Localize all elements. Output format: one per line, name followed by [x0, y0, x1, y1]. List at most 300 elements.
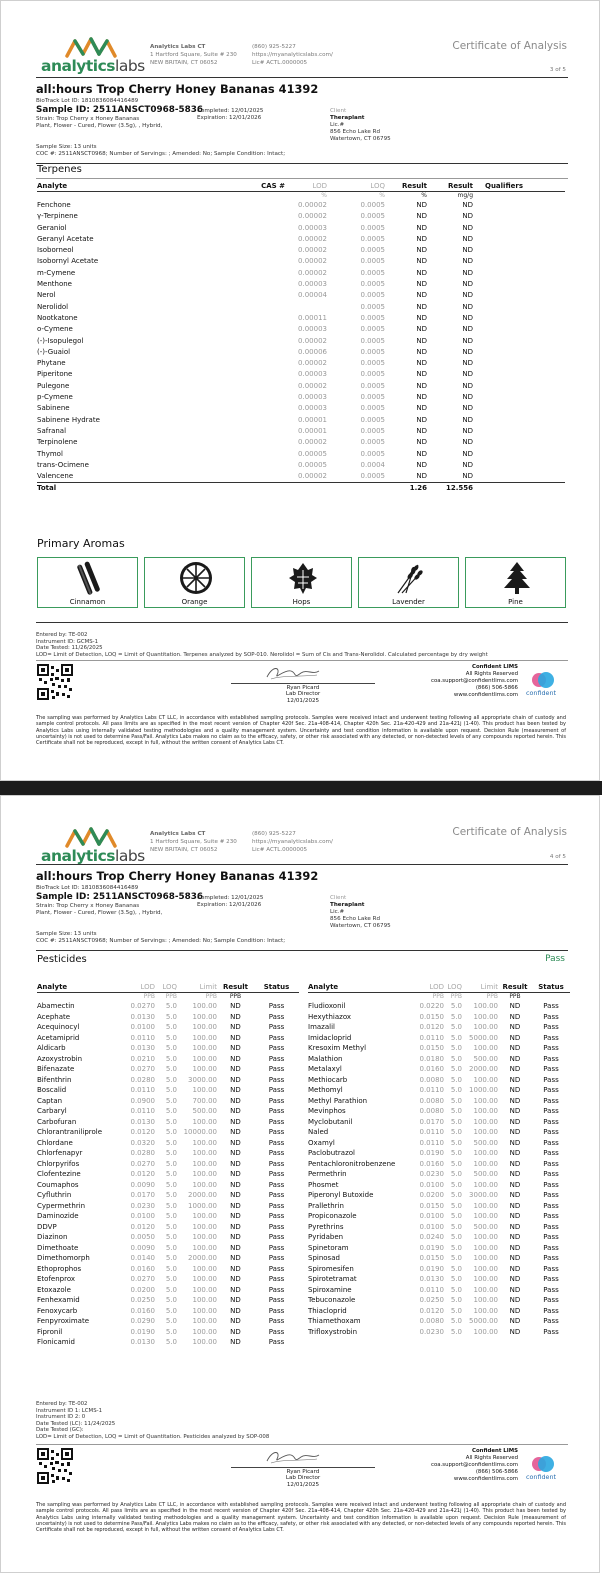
pesticide-result: ND — [509, 1180, 521, 1189]
lims-email[interactable]: coa.support@confidentlims.com — [431, 1462, 518, 1468]
lims-rights: All Rights Reserved — [465, 1455, 518, 1461]
pesticide-status: Pass — [543, 1201, 559, 1210]
lod-legend: LOD= Limit of Detection, LOQ = Limit of Quantitation. Pesticides analyzed by SOP-008 — [36, 1433, 270, 1440]
terpene-loq: 0.0005 — [360, 246, 385, 255]
pesticide-result: ND — [230, 1243, 241, 1252]
completed-date: Completed: 12/01/2025 — [197, 895, 264, 901]
pesticide-lod: 0.0230 — [419, 1327, 444, 1336]
pesticide-limit: 100.00 — [473, 1212, 498, 1220]
pesticide-limit: 100.00 — [192, 1212, 217, 1220]
pesticide-analyte: Kresoxim Methyl — [308, 1044, 367, 1052]
pesticide-analyte: Methomyl — [308, 1086, 343, 1094]
terpene-result-mgg: ND — [462, 280, 473, 289]
pesticide-loq: 5.0 — [450, 1327, 462, 1336]
terpene-analyte: Sabinene Hydrate — [37, 415, 100, 424]
pesticide-status: Pass — [268, 1138, 285, 1147]
pesticide-loq: 5.0 — [165, 1212, 177, 1220]
pesticide-limit: 100.00 — [192, 1243, 217, 1252]
aroma-card — [37, 557, 138, 608]
pesticide-row — [37, 1201, 299, 1212]
client-address1: 856 Echo Lake Rd — [330, 128, 381, 135]
pesticide-row — [37, 1127, 299, 1138]
lab-website[interactable]: https://myanalyticslabs.com/ — [252, 52, 333, 58]
pesticide-loq: 5.0 — [450, 1159, 462, 1168]
pesticide-limit: 100.00 — [473, 1012, 498, 1021]
pesticide-lod: 0.0190 — [419, 1264, 444, 1273]
pesticide-status: Pass — [543, 1254, 559, 1262]
terpene-qualifiers — [473, 268, 565, 279]
lab-phone: (860) 925-5227 — [252, 831, 296, 837]
aroma-name: Pine — [508, 598, 523, 606]
pesticide-status: Pass — [543, 1044, 559, 1052]
pesticide-analyte: Propiconazole — [308, 1212, 357, 1220]
pine-icon — [499, 561, 535, 595]
terpene-result-mgg: ND — [462, 336, 473, 345]
aroma-name: Lavender — [392, 598, 425, 606]
pesticide-loq: 5.0 — [450, 1222, 462, 1231]
pesticide-analyte: Fenhexamid — [37, 1296, 80, 1304]
terpene-result-pct: ND — [416, 223, 427, 232]
terpene-loq: 0.0005 — [360, 449, 385, 458]
terpene-qualifiers — [473, 302, 565, 313]
pesticide-result: ND — [509, 1222, 521, 1231]
pesticide-analyte: Fludioxonil — [308, 1002, 346, 1010]
terpene-result-mgg: ND — [462, 223, 473, 232]
pesticide-status: Pass — [268, 1201, 285, 1210]
test-info — [36, 1401, 269, 1440]
pesticide-loq: 5.0 — [165, 1180, 177, 1189]
pesticide-row — [308, 1316, 570, 1327]
pesticide-lod: 0.0170 — [130, 1191, 155, 1199]
pesticide-limit: 700.00 — [192, 1096, 217, 1105]
lims-block — [401, 1448, 518, 1483]
pesticide-status: Pass — [543, 1054, 559, 1063]
pesticide-analyte: Spiromesifen — [308, 1264, 354, 1273]
pesticide-loq: 5.0 — [165, 1254, 177, 1262]
pesticide-limit: 2000.00 — [469, 1065, 498, 1073]
pesticide-status: Pass — [268, 1149, 285, 1157]
terpene-analyte: Terpinolene — [37, 438, 78, 447]
pesticide-status: Pass — [268, 1254, 285, 1262]
pesticide-result: ND — [230, 1338, 241, 1346]
lab-contact-block — [252, 43, 333, 67]
terpene-analyte: o-Cymene — [37, 325, 73, 334]
terpene-result-pct: ND — [416, 359, 427, 368]
lab-address-line1: 1 Hartford Square, Suite # 230 — [150, 52, 237, 58]
terpene-row — [37, 234, 565, 245]
pesticide-limit: 1000.00 — [188, 1201, 217, 1210]
pesticide-result: ND — [230, 1075, 241, 1084]
pesticide-result: ND — [509, 1002, 521, 1010]
pesticide-limit: 2000.00 — [188, 1254, 217, 1262]
terpene-cas — [227, 336, 285, 347]
terpene-analyte: Thymol — [37, 449, 63, 458]
terpene-result-pct: ND — [416, 280, 427, 289]
pesticide-loq: 5.0 — [165, 1075, 177, 1084]
pesticide-analyte: Acetamiprid — [37, 1033, 80, 1042]
terpene-qualifiers — [473, 234, 565, 245]
pesticide-row — [37, 1106, 299, 1117]
pesticide-result: ND — [230, 1065, 241, 1073]
pesticide-row — [37, 1337, 299, 1348]
aromas-title: Primary Aromas — [37, 537, 125, 550]
terpene-cas — [227, 234, 285, 245]
terpene-analyte: trans-Ocimene — [37, 460, 89, 469]
pesticide-result: ND — [230, 1233, 241, 1241]
unit-result-mgg: mg/g — [457, 192, 473, 199]
qr-code-icon[interactable] — [37, 1448, 73, 1484]
pesticides-section-title: Pesticides — [37, 954, 87, 965]
pesticide-analyte: Spiroxamine — [308, 1285, 352, 1294]
client-label: Client — [330, 108, 347, 114]
terpene-qualifiers — [473, 392, 565, 403]
pesticide-loq: 5.0 — [165, 1317, 177, 1325]
pesticide-status: Pass — [543, 1138, 559, 1147]
logo-text-sub: labs — [115, 57, 145, 75]
pesticide-result: ND — [509, 1317, 521, 1325]
terpene-analyte: Nootkatone — [37, 313, 78, 322]
pesticide-status: Pass — [543, 1012, 559, 1021]
terpenes-title-divider — [36, 178, 568, 179]
pesticide-result: ND — [509, 1065, 521, 1073]
pesticide-status: Pass — [268, 1044, 285, 1052]
terpene-lod: 0.00002 — [298, 246, 327, 255]
pesticide-limit: 100.00 — [473, 1243, 498, 1252]
pesticide-row — [37, 1075, 299, 1086]
col-analyte: Analyte — [308, 983, 412, 993]
pesticide-limit: 100.00 — [473, 1149, 498, 1157]
pesticide-loq: 5.0 — [450, 1086, 462, 1094]
pesticide-loq: 5.0 — [165, 1033, 177, 1042]
pesticide-result: ND — [509, 1075, 521, 1084]
terpene-result-pct: ND — [416, 438, 427, 447]
pesticide-limit: 100.00 — [473, 1275, 498, 1283]
terpene-row — [37, 471, 565, 483]
terpene-result-pct: ND — [416, 291, 427, 300]
pesticide-lod: 0.0270 — [130, 1065, 155, 1073]
pesticide-result: ND — [509, 1243, 521, 1252]
pesticide-row — [37, 1054, 299, 1065]
unit-lod: % — [321, 192, 327, 199]
lab-name: Analytics Labs CT — [150, 831, 206, 837]
pesticide-row — [37, 1138, 299, 1149]
lims-web[interactable]: www.confidentlims.com — [453, 1476, 518, 1482]
terpenes-table — [37, 182, 565, 495]
signature-icon — [263, 663, 323, 683]
pesticide-analyte: Bifenazate — [37, 1065, 75, 1073]
header-divider — [36, 864, 568, 865]
pesticide-loq: 5.0 — [450, 1191, 462, 1199]
pesticide-limit: 100.00 — [192, 1222, 217, 1231]
pesticide-lod: 0.0270 — [130, 1159, 155, 1168]
client-label: Client — [330, 895, 347, 901]
pesticide-row — [308, 1285, 570, 1296]
pesticide-status: Pass — [543, 1233, 559, 1241]
terpene-result-pct: ND — [416, 460, 427, 469]
pesticide-result: ND — [230, 1086, 241, 1094]
lims-block — [401, 664, 518, 699]
terpene-row — [37, 460, 565, 471]
pesticide-loq: 5.0 — [165, 1338, 177, 1346]
unit-result-pct: % — [421, 192, 427, 199]
pesticide-loq: 5.0 — [450, 1233, 462, 1241]
terpene-row — [37, 290, 565, 301]
col-analyte: Analyte — [37, 983, 121, 993]
lims-email[interactable]: coa.support@confidentlims.com — [431, 678, 518, 684]
pesticide-result: ND — [230, 1180, 241, 1189]
expiration-date: Expiration: 12/01/2026 — [197, 114, 262, 121]
pesticide-lod: 0.0100 — [130, 1212, 155, 1220]
footer-divider — [36, 1444, 568, 1445]
pesticide-loq: 5.0 — [165, 1285, 177, 1294]
pesticide-row — [37, 1327, 299, 1338]
terpene-qualifiers — [473, 290, 565, 301]
terpene-cas — [227, 245, 285, 256]
lims-web[interactable]: www.confidentlims.com — [453, 692, 518, 698]
pesticide-result: ND — [230, 1317, 241, 1325]
terpene-lod: 0.00003 — [298, 393, 327, 402]
lab-address-line2: NEW BRITAIN, CT 06052 — [150, 60, 218, 66]
terpene-qualifiers — [473, 200, 565, 211]
pesticide-analyte: Aldicarb — [37, 1044, 66, 1052]
terpene-analyte: Piperitone — [37, 370, 73, 379]
pesticide-result: ND — [509, 1149, 521, 1157]
terpene-result-pct: ND — [416, 370, 427, 379]
terpene-lod: 0.00003 — [298, 404, 327, 413]
pesticide-lod: 0.0110 — [130, 1107, 155, 1115]
pesticide-status: Pass — [543, 1243, 559, 1252]
pesticide-lod: 0.0130 — [130, 1338, 155, 1346]
pesticide-result: ND — [509, 1306, 521, 1315]
pesticide-status: Pass — [543, 1075, 559, 1084]
terpene-qualifiers — [473, 336, 565, 347]
pesticide-result: ND — [230, 1002, 241, 1010]
pesticide-limit: 500.00 — [473, 1054, 498, 1063]
pesticide-analyte: Fipronil — [37, 1327, 63, 1336]
pesticide-result: ND — [230, 1149, 241, 1157]
terpene-cas — [227, 324, 285, 335]
pesticide-limit: 1000.00 — [469, 1086, 498, 1094]
pesticide-loq: 5.0 — [165, 1044, 177, 1052]
terpene-lod: 0.00002 — [298, 212, 327, 221]
terpene-row — [37, 324, 565, 335]
pesticide-result: ND — [509, 1012, 521, 1021]
pesticide-result: ND — [230, 1327, 241, 1336]
pesticide-loq: 5.0 — [450, 1317, 462, 1325]
biotrack-id: BioTrack Lot ID: 1810836084416489 — [36, 885, 139, 891]
pesticide-lod: 0.0080 — [419, 1075, 444, 1084]
terpene-qualifiers — [473, 471, 565, 483]
logo-text-sub: labs — [115, 847, 145, 865]
product-details — [36, 116, 162, 130]
pesticide-analyte: Paclobutrazol — [308, 1149, 355, 1157]
terpene-row — [37, 200, 565, 211]
signature-line — [231, 1467, 375, 1468]
pesticide-result: ND — [230, 1054, 241, 1063]
pesticide-status: Pass — [268, 1033, 285, 1042]
pesticide-lod: 0.0270 — [130, 1002, 155, 1010]
terpene-total-pct: 1.26 — [385, 483, 427, 495]
terpene-loq: 0.0005 — [360, 393, 385, 402]
terpene-loq: 0.0005 — [360, 280, 385, 289]
pesticide-status: Pass — [268, 1285, 285, 1294]
terpene-loq: 0.0005 — [360, 212, 385, 221]
pesticides-table-left — [37, 983, 299, 1348]
pesticide-status: Pass — [543, 1002, 559, 1010]
pesticide-status: Pass — [543, 1180, 559, 1189]
pesticide-row — [308, 1274, 570, 1285]
terpene-result-mgg: ND — [462, 212, 473, 221]
client-license: Lic.# — [330, 121, 345, 128]
pesticide-analyte: Diazinon — [37, 1233, 68, 1241]
pesticide-lod: 0.0230 — [419, 1170, 444, 1178]
pesticide-limit: 100.00 — [192, 1117, 217, 1126]
pesticide-lod: 0.0150 — [419, 1044, 444, 1052]
aroma-card — [465, 557, 566, 608]
pesticide-status: Pass — [543, 1086, 559, 1094]
pesticide-analyte: Methiocarb — [308, 1075, 348, 1084]
lab-address-block — [150, 43, 237, 67]
client-license: Lic.# — [330, 908, 345, 915]
pesticide-analyte: Thiacloprid — [308, 1306, 347, 1315]
pesticide-lod: 0.0130 — [130, 1012, 155, 1021]
strain: Strain: Trop Cherry x Honey Bananas — [36, 903, 140, 909]
terpene-lod: 0.00002 — [298, 257, 327, 266]
pesticide-loq: 5.0 — [450, 1012, 462, 1021]
terpene-analyte: Isoborneol — [37, 246, 74, 255]
footer-divider — [36, 660, 568, 661]
pesticide-lod: 0.0110 — [419, 1033, 444, 1042]
pesticide-row — [37, 1064, 299, 1075]
pesticide-loq: 5.0 — [165, 1128, 177, 1136]
pesticide-loq: 5.0 — [450, 1117, 462, 1126]
pesticide-limit: 100.00 — [473, 1201, 498, 1210]
terpene-analyte: p-Cymene — [37, 393, 73, 402]
terpene-lod: 0.00005 — [298, 460, 327, 469]
terpene-qualifiers — [473, 313, 565, 324]
pesticides-units-row — [308, 993, 570, 1002]
pesticide-lod: 0.0120 — [130, 1128, 155, 1136]
terpene-row — [37, 347, 565, 358]
terpene-loq: 0.0005 — [360, 370, 385, 379]
terpene-qualifiers — [473, 415, 565, 426]
pesticide-result: ND — [509, 1159, 521, 1168]
terpene-analyte: Geranyl Acetate — [37, 234, 94, 243]
lims-phone: (866) 506-5866 — [475, 685, 518, 691]
pesticide-loq: 5.0 — [450, 1254, 462, 1262]
pesticide-analyte: Daminozide — [37, 1212, 79, 1220]
qr-code-icon[interactable] — [37, 664, 73, 700]
lab-logo — [41, 36, 145, 78]
biotrack-id: BioTrack Lot ID: 1810836084416489 — [36, 98, 139, 104]
pesticide-loq: 5.0 — [165, 1107, 177, 1115]
pesticide-row — [308, 1106, 570, 1117]
pesticide-status: Pass — [268, 1012, 285, 1021]
pesticide-row — [308, 1232, 570, 1243]
pesticide-loq: 5.0 — [450, 1180, 462, 1189]
confident-logo-icon — [529, 670, 557, 690]
aroma-card — [144, 557, 245, 608]
terpene-qualifiers — [473, 245, 565, 256]
terpene-cas — [227, 437, 285, 448]
pesticide-lod: 0.0130 — [130, 1117, 155, 1126]
pesticide-limit: 100.00 — [473, 1075, 498, 1084]
col-analyte: Analyte — [37, 182, 227, 192]
terpene-analyte: m-Cymene — [37, 268, 76, 277]
pesticide-analyte: Bifenthrin — [37, 1075, 72, 1084]
col-status: Status — [532, 983, 570, 993]
terpene-loq: 0.0005 — [360, 291, 385, 300]
pesticide-status: Pass — [268, 1243, 285, 1252]
pesticide-result: ND — [509, 1096, 521, 1105]
pesticide-result: ND — [230, 1128, 241, 1136]
lab-logo-icon — [65, 826, 117, 848]
pesticide-lod: 0.0160 — [130, 1264, 155, 1273]
lims-name: Confident LIMS — [472, 1448, 518, 1454]
strain: Strain: Trop Cherry x Honey Bananas — [36, 116, 140, 122]
pesticide-status: Pass — [268, 1212, 285, 1220]
terpene-loq: 0.0005 — [360, 359, 385, 368]
terpene-cas — [227, 460, 285, 471]
pesticide-result: ND — [230, 1212, 241, 1220]
terpene-result-pct: ND — [416, 449, 427, 458]
pesticide-loq: 5.0 — [450, 1296, 462, 1304]
pesticide-limit: 100.00 — [473, 1233, 498, 1241]
signatory-role: Lab Director — [285, 1475, 321, 1482]
lab-license: Lic# ACTL.0000005 — [252, 847, 308, 853]
lab-address-line2: NEW BRITAIN, CT 06052 — [150, 847, 218, 853]
pesticide-lod: 0.0100 — [419, 1212, 444, 1220]
terpene-lod: 0.00002 — [298, 234, 327, 243]
terpene-lod: 0.00002 — [298, 201, 327, 209]
terpene-result-mgg: ND — [462, 257, 473, 266]
pesticide-analyte: Carbofuran — [37, 1117, 77, 1126]
terpene-result-pct: ND — [416, 201, 427, 209]
pesticide-analyte: Carbaryl — [37, 1107, 67, 1115]
terpene-analyte: Geraniol — [37, 223, 67, 232]
pesticide-analyte: Oxamyl — [308, 1138, 335, 1147]
terpene-analyte: Phytane — [37, 359, 66, 368]
pesticide-lod: 0.0100 — [130, 1023, 155, 1031]
pesticide-lod: 0.0120 — [419, 1306, 444, 1315]
terpene-result-pct: ND — [416, 268, 427, 277]
pesticide-row — [37, 1222, 299, 1233]
pesticide-limit: 100.00 — [192, 1285, 217, 1294]
matrix: Plant, Flower - Cured, Flower (3.5g), , Hybrid, — [36, 122, 163, 129]
pesticide-limit: 3000.00 — [469, 1191, 498, 1199]
dates-block — [197, 108, 263, 122]
pesticide-result: ND — [230, 1264, 241, 1273]
terpene-lod: 0.00001 — [298, 426, 327, 435]
terpene-result-pct: ND — [416, 313, 427, 322]
pesticide-analyte: Myclobutanil — [308, 1117, 353, 1126]
pesticides-header-row — [308, 983, 570, 993]
col-lod: LOD — [285, 182, 327, 192]
terpene-result-mgg: ND — [462, 325, 473, 334]
pesticide-row — [308, 1012, 570, 1023]
pesticide-loq: 5.0 — [165, 1201, 177, 1210]
lims-rights: All Rights Reserved — [465, 671, 518, 677]
product-divider — [36, 163, 568, 164]
pesticide-loq: 5.0 — [165, 1065, 177, 1073]
terpene-lod: 0.00002 — [298, 336, 327, 345]
terpene-cas — [227, 415, 285, 426]
pesticide-loq: 5.0 — [450, 1044, 462, 1052]
terpene-row — [37, 381, 565, 392]
pesticide-result: ND — [230, 1096, 241, 1105]
terpene-cas — [227, 392, 285, 403]
lab-website[interactable]: https://myanalyticslabs.com/ — [252, 839, 333, 845]
